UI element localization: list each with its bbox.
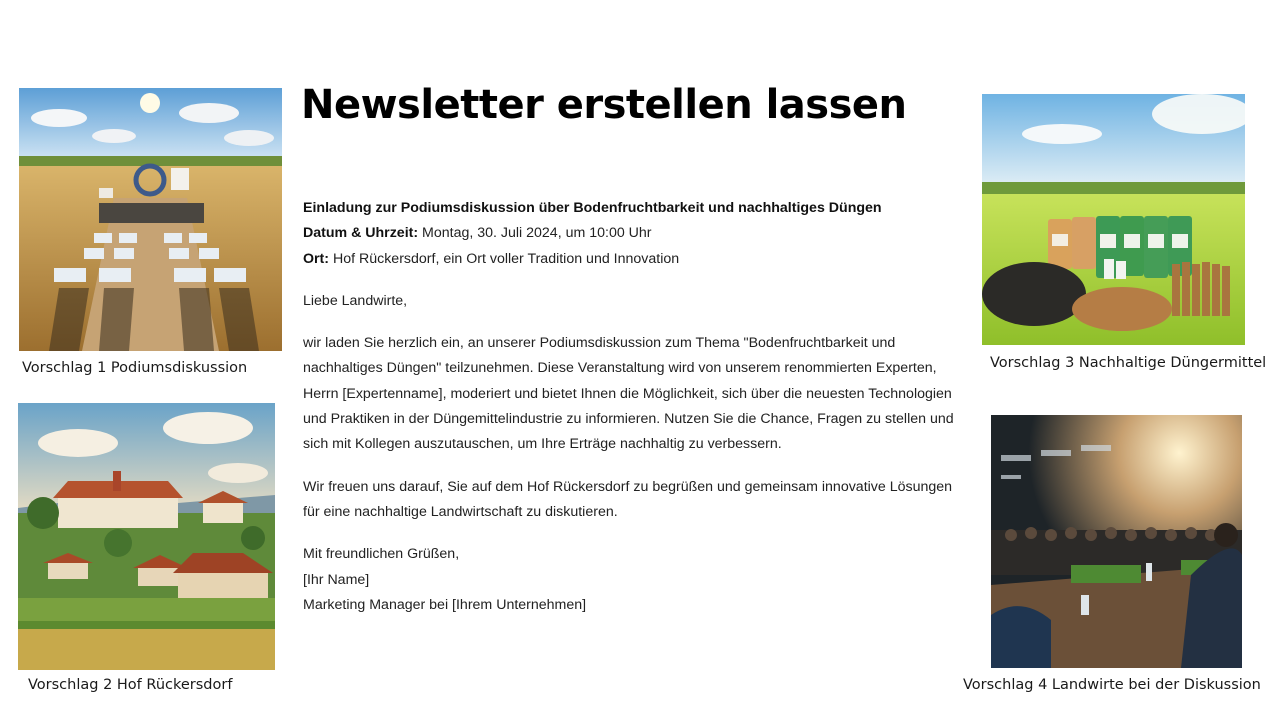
date-label: Datum & Uhrzeit: — [303, 225, 419, 242]
date-value: Montag, 30. Juli 2024, um 10:00 Uhr — [418, 225, 652, 242]
fertilizer-products-image — [982, 94, 1245, 345]
letter-greeting: Liebe Landwirte, — [303, 292, 408, 309]
farm-village-image — [18, 403, 275, 670]
letter-date-line — [303, 221, 963, 246]
place-label: Ort: — [303, 250, 330, 267]
place-value: Hof Rückersdorf, ein Ort voller Tradition und Innovation — [329, 250, 680, 267]
letter-place-line — [303, 247, 963, 272]
letter-signature-role: Marketing Manager bei [Ihrem Unternehmen] — [303, 596, 587, 613]
image-caption-4: Vorschlag 4 Landwirte bei der Diskussion — [963, 677, 1261, 693]
image-caption-3: Vorschlag 3 Nachhaltige Düngermittel — [990, 355, 1267, 371]
panel-in-wheat-field-image — [19, 88, 282, 351]
page-title: Newsletter erstellen lassen — [301, 82, 907, 128]
letter-heading: Einladung zur Podiumsdiskussion über Bodenfruchtbarkeit und nachhaltiges Düngen — [303, 200, 882, 216]
letter-body-1: wir laden Sie herzlich ein, an unserer Podiumsdiskussion zum Thema "Bodenfruchtbarkeit und nachhaltiges Düngen" teilzunehmen. Diese Veranstaltung wird von unserem renommierten Experten, Herrn [Expertenname], moderiert und bietet Ihnen die Möglichkeit, sich über die neuesten Technologien und Praktiken in der Düngemittelindustrie zu informieren. Nutzen Sie die Chance, Fragen zu stellen und sich mit Kollegen auszutauschen, um Ihre Erträge nachhaltig zu verbessern. — [303, 335, 954, 453]
farmers-discussion-image — [991, 415, 1242, 668]
letter-signature-name: [Ihr Name] — [303, 571, 370, 588]
newsletter-letter — [303, 196, 963, 618]
letter-closing: Mit freundlichen Grüßen, — [303, 546, 460, 563]
letter-body-2: Wir freuen uns darauf, Sie auf dem Hof Rückersdorf zu begrüßen und gemeinsam innovative Lösungen für eine nachhaltige Landwirtschaft zu diskutieren. — [303, 478, 953, 520]
image-caption-2: Vorschlag 2 Hof Rückersdorf — [28, 677, 233, 693]
image-caption-1: Vorschlag 1 Podiumsdiskussion — [22, 360, 248, 376]
